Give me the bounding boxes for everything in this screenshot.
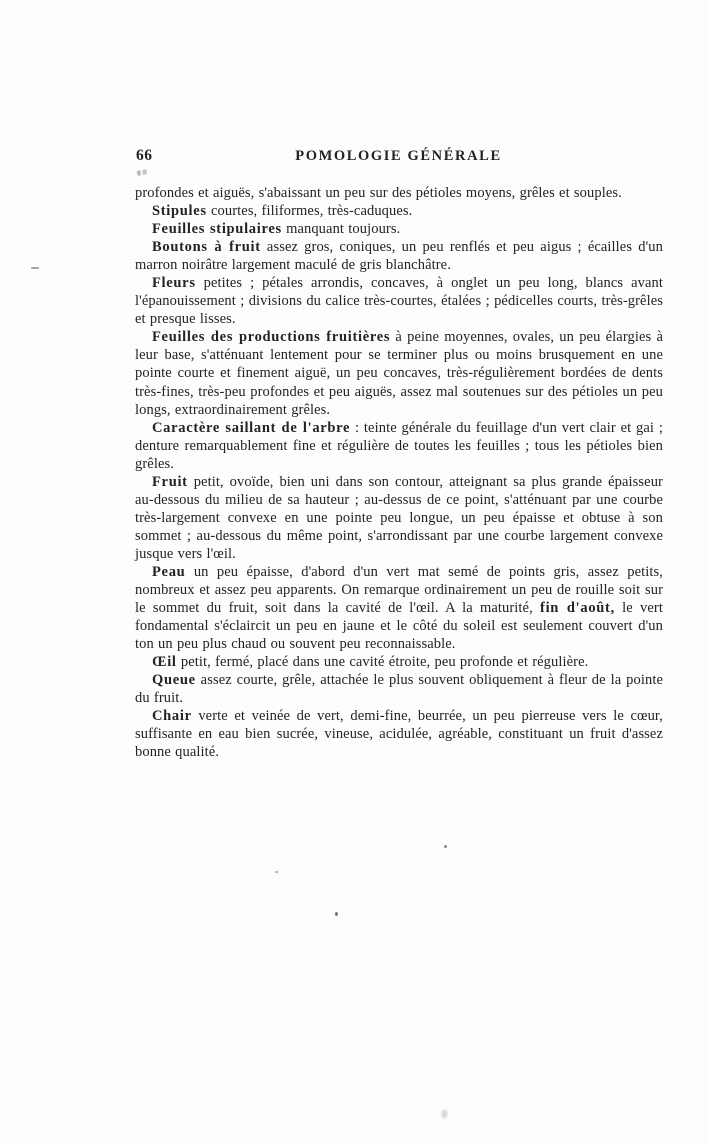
- paragraph-text: : teinte générale du feuillage d'un vert clair et gai ; denture remarquablement fine et régulière de toutes les feuilles ; tous les pétioles bien grêles.: [135, 419, 663, 472]
- paragraph: [135, 419, 663, 473]
- paragraph-text: petit, fermé, placé dans une cavité étroite, peu profonde et régulière.: [176, 654, 589, 671]
- bold-term: Fruit: [152, 473, 188, 490]
- print-artifact-speck: [444, 845, 447, 848]
- paragraph: [135, 671, 663, 707]
- bold-term: Feuilles des productions fruitières: [152, 329, 391, 346]
- paragraph-text: à peine moyennes, ovales, un peu élargies à leur base, s'atténuant lentement pour se terminer plus ou moins brusquement en une pointe courte et finement aiguë, un peu concaves, très-régulièrement bordées de dents très-fines, très-peu profondes et peu aiguës, assez mal soutenues sur des pétioles un peu longs, extraordinairement grêles.: [135, 329, 663, 418]
- bold-term: Feuilles stipulaires: [152, 221, 282, 238]
- paragraph: [135, 473, 663, 563]
- bold-term: Fleurs: [152, 275, 196, 292]
- bold-term: Boutons à fruit: [152, 239, 261, 256]
- print-artifact-smudge: [137, 169, 148, 176]
- paragraph: [135, 707, 663, 761]
- print-artifact-speck: [335, 912, 338, 916]
- paragraph-text: manquant toujours.: [281, 221, 401, 238]
- paragraph: [135, 563, 663, 653]
- print-artifact-margin-dash: [31, 267, 39, 269]
- bold-term: Queue: [152, 672, 196, 689]
- text-column: [135, 184, 663, 762]
- paragraph-text: petit, ovoïde, bien uni dans son contour, atteignant sa plus grande épaisseur au-dessous du milieu de sa hauteur ; au-dessus de ce point, s'atténuant par une courbe très-largement convexe en une pointe peu longue, un peu épaisse et obtuse à son sommet ; au-dessous du même point, s'arrondissant par une courbe largement convexe jusque vers l'œil.: [135, 473, 663, 562]
- paragraph: [135, 184, 663, 202]
- paragraph-text: assez courte, grêle, attachée le plus souvent obliquement à fleur de la pointe du fruit.: [135, 672, 663, 707]
- paragraph: [135, 328, 663, 418]
- paragraph: [135, 653, 663, 671]
- bold-term: fin d'août,: [540, 600, 615, 617]
- page-number: 66: [136, 147, 153, 164]
- bold-term: Caractère saillant de l'arbre: [152, 419, 351, 436]
- page-header: [135, 147, 662, 169]
- bold-term: Chair: [152, 708, 192, 725]
- paragraph: [135, 202, 663, 220]
- paragraph: [135, 274, 663, 328]
- paragraph: [135, 220, 663, 238]
- paragraph-text: petites ; pétales arrondis, concaves, à onglet un peu long, blancs avant l'épanouissement ; divisions du calice très-courtes, étalées ; pédicelles courts, très-grêles et presque lisses.: [135, 275, 663, 328]
- paragraph-text: un peu épaisse, d'abord d'un vert mat semé de points gris, assez petits, nombreux et assez peu apparents. On remarque ordinairement un peu de rouille soit sur le sommet du fruit, soit dans la cavité de l'œil. A la maturité,: [135, 563, 663, 617]
- paragraph-text: assez gros, coniques, un peu renflés et peu aigus ; écailles d'un marron noirâtre largement maculé de gris blanchâtre.: [135, 239, 663, 274]
- bold-term: Peau: [152, 563, 186, 580]
- paragraph-text: verte et veinée de vert, demi-fine, beurrée, un peu pierreuse vers le cœur, suffisante en eau bien sucrée, vineuse, acidulée, agréable, constituant un fruit d'assez bonne qualité.: [135, 708, 663, 761]
- running-title: POMOLOGIE GÉNÉRALE: [295, 148, 502, 164]
- paragraph-text: courtes, filiformes, très-caduques.: [206, 203, 413, 220]
- bold-term: Stipules: [152, 203, 207, 220]
- paragraph-text: le vert fondamental s'éclaircit un peu en jaune et le côté du soleil est seulement couvert d'un ton un peu plus chaud ou souvent peu reconnaissable.: [135, 600, 663, 653]
- paragraph-text: profondes et aiguës, s'abaissant un peu sur des pétioles moyens, grêles et souples.: [135, 185, 622, 201]
- bold-term: Œil: [152, 654, 177, 671]
- print-artifact-ghost: [440, 1108, 449, 1120]
- paragraph: [135, 238, 663, 274]
- print-artifact-speck: [275, 871, 278, 873]
